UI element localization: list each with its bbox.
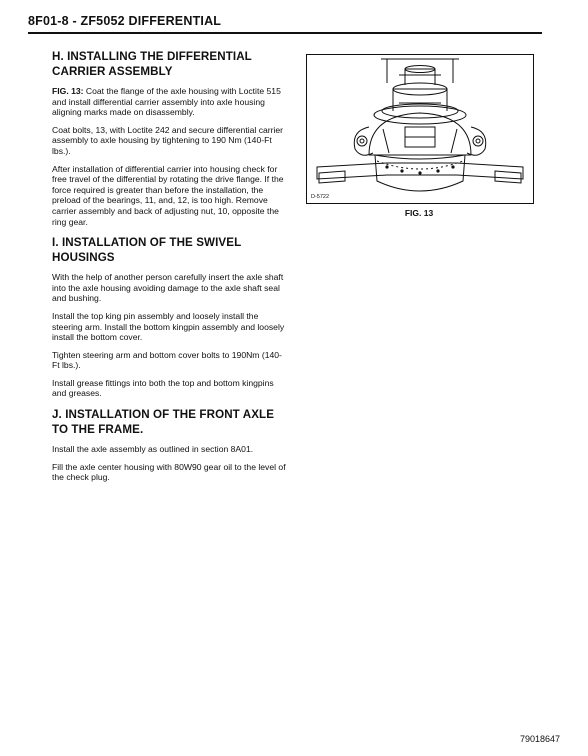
section-h-paragraph-2: Coat bolts, 13, with Loctite 242 and secure differential carrier assembly to axle housing by tightening to 190 Nm (140-Ft lbs.). [52, 124, 284, 156]
section-i-paragraph-2: Install the top king pin assembly and loosely install the steering arm. Install the bottom kingpin assembly and loosely install the bottom cover. [52, 310, 285, 343]
section-i-paragraph-4: Install grease fittings into both the top and bottom kingpins and greases. [52, 377, 274, 399]
figure-13-illustration [306, 54, 534, 204]
section-h-paragraph-1-text: Coat the flange of the axle housing with Loctite 515 and install differential carrier assembly into axle housing aligning marks made on disassembly. [52, 86, 281, 118]
section-i-paragraph-3: Tighten steering arm and bottom cover bolts to 190Nm (140-Ft lbs.). [52, 349, 282, 371]
page-header: 8F01-8 - ZF5052 DIFFERENTIAL [28, 14, 542, 34]
section-h-paragraph-3: After installation of differential carrier into housing check for free travel of the differential by rotating the drive flange. If the force required is greater than before the installation, the preload of the bearings, 11, and, 12, is too high. Remove carrier assembly and back of adjusting nut, 10, opposite the ring gear. [52, 163, 284, 227]
section-j-paragraph-2: Fill the axle center housing with 80W90 gear oil to the level of the check plug. [52, 461, 286, 483]
figure-caption: FIG. 13 [404, 208, 434, 218]
section-i-paragraph-1: With the help of another person carefully insert the axle shaft into the axle housing avoiding damage to the axle shaft seal and bushing. [52, 272, 284, 304]
section-i-title: I. INSTALLATION OF THE SWIVEL HOUSINGS [52, 236, 242, 264]
figure-code: D-5722 [311, 194, 330, 200]
section-j-title: J. INSTALLATION OF THE FRONT AXLE TO THE FRAME. [52, 408, 275, 436]
section-j-paragraph-1: Install the axle assembly as outlined in section 8A01. [52, 444, 254, 455]
section-h-paragraph-1 [52, 86, 286, 118]
document-number: 79018647 [519, 734, 560, 744]
differential-carrier-drawing [307, 55, 533, 203]
text-column [52, 50, 286, 490]
section-h-title: H. INSTALLING THE DIFFERENTIAL CARRIER ASSEMBLY [52, 50, 252, 78]
fig-reference: FIG. 13: [52, 86, 84, 96]
